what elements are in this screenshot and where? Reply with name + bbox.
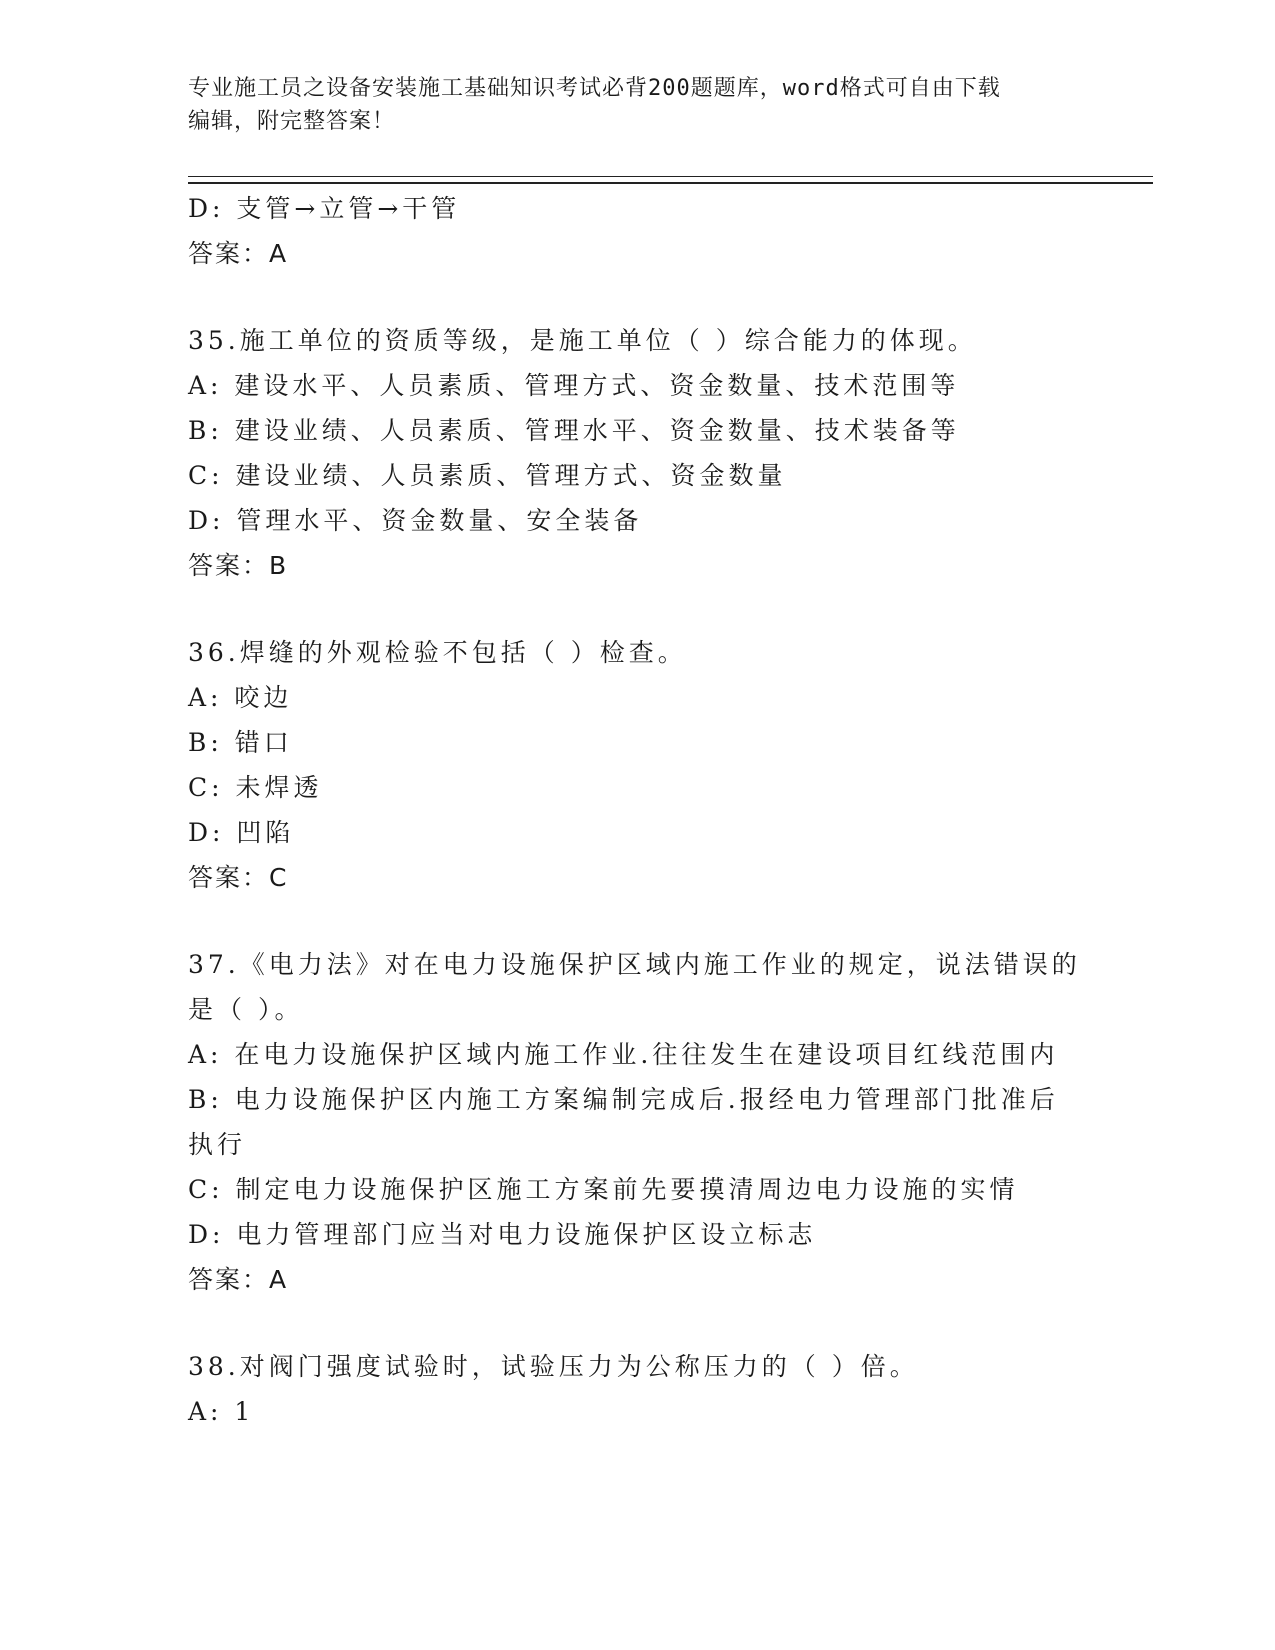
question-37 (188, 942, 1088, 1302)
question-36-stem: 36.焊缝的外观检验不包括（ ）检查。 (188, 638, 687, 667)
question-35-option-a: A: 建设水平、人员素质、管理方式、资金数量、技术范围等 (188, 371, 960, 400)
question-36 (188, 630, 1088, 900)
header-divider (188, 176, 1153, 184)
question-35-stem: 35.施工单位的资质等级，是施工单位（ ）综合能力的体现。 (188, 326, 977, 355)
question-36-option-b: B: 错口 (188, 728, 293, 757)
question-35 (188, 318, 1088, 588)
question-36-option-d: D: 凹陷 (188, 818, 295, 847)
header-line-2: 编辑，附完整答案！ (188, 109, 396, 134)
document-header (188, 72, 1068, 138)
question-38-stem: 38.对阀门强度试验时，试验压力为公称压力的（ ）倍。 (188, 1352, 919, 1381)
question-36-option-a: A: 咬边 (188, 683, 293, 712)
question-37-option-b-line-2: 执行 (188, 1130, 247, 1159)
question-35-option-d: D: 管理水平、资金数量、安全装备 (188, 506, 643, 535)
question-gap (188, 1302, 1088, 1344)
question-35-answer: 答案：B (188, 551, 289, 580)
question-38 (188, 1344, 1088, 1434)
question-37-stem-line-2: 是（ ）。 (188, 995, 304, 1024)
question-37-stem-line-1: 37.《电力法》对在电力设施保护区域内施工作业的规定，说法错误的 (188, 950, 1081, 979)
question-37-option-a: A: 在电力设施保护区域内施工作业.往往发生在建设项目红线范围内 (188, 1040, 1059, 1069)
question-list (188, 186, 1088, 1434)
question-37-option-c: C: 制定电力设施保护区施工方案前先要摸清周边电力设施的实情 (188, 1175, 1019, 1204)
header-line-1: 专业施工员之设备安装施工基础知识考试必背200题题库，word格式可自由下载 (188, 76, 1001, 101)
prev-answer: 答案：A (188, 239, 289, 268)
question-36-answer: 答案：C (188, 863, 289, 892)
question-37-option-d: D: 电力管理部门应当对电力设施保护区设立标志 (188, 1220, 817, 1249)
question-gap (188, 900, 1088, 942)
question-36-option-c: C: 未焊透 (188, 773, 323, 802)
question-gap (188, 588, 1088, 630)
question-35-option-b: B: 建设业绩、人员素质、管理水平、资金数量、技术装备等 (188, 416, 960, 445)
prev-option-d: D: 支管→立管→干管 (188, 194, 461, 223)
question-37-option-b-line-1: B: 电力设施保护区内施工方案编制完成后.报经电力管理部门批准后 (188, 1085, 1059, 1114)
question-35-option-c: C: 建设业绩、人员素质、管理方式、资金数量 (188, 461, 787, 490)
question-37-answer: 答案：A (188, 1265, 289, 1294)
question-38-option-a: A: 1 (188, 1397, 255, 1426)
question-gap (188, 276, 1088, 318)
